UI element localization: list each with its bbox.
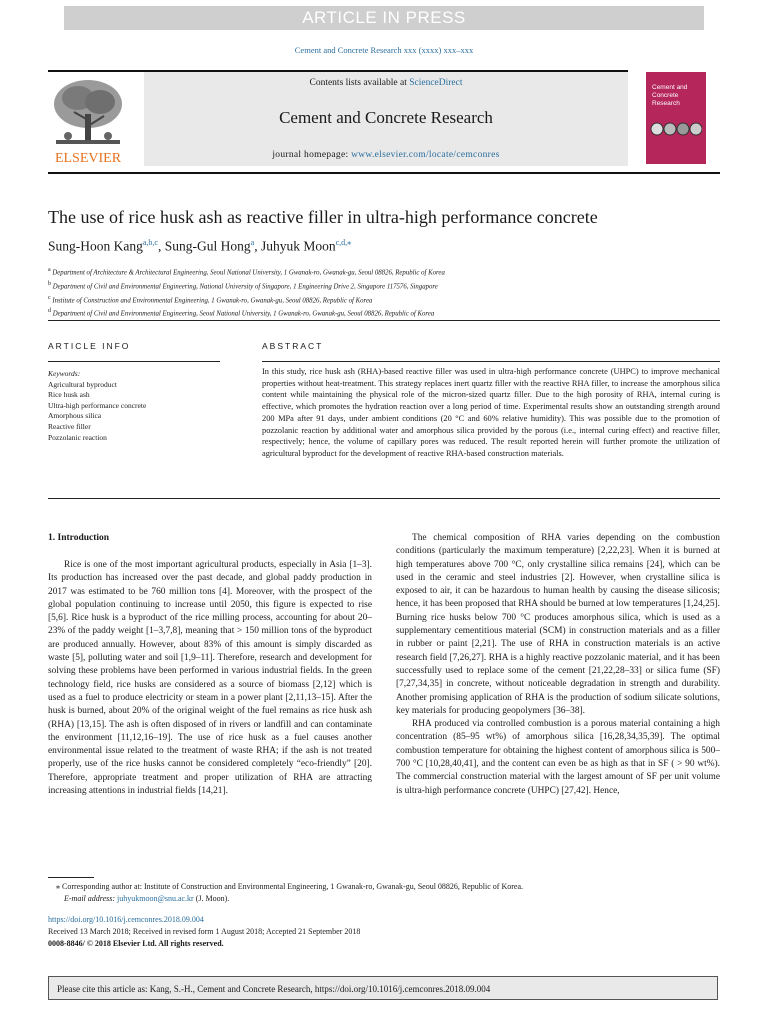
- journal-reference[interactable]: Cement and Concrete Research xxx (xxxx) xxx–xxx: [294, 45, 474, 55]
- header-divider: [48, 320, 720, 321]
- doi-line: [48, 914, 720, 925]
- copyright-line: 0008-8846/ © 2018 Elsevier Ltd. All rights reserved.: [48, 939, 224, 948]
- journal-title: Cement and Concrete Research: [279, 108, 493, 127]
- elsevier-wordmark: ELSEVIER: [54, 151, 122, 164]
- body-paragraph: The chemical composition of RHA varies depending on the combustion conditions (particularly the maximum temperature) [2,22,23]. When it is burned at high temperatures above 700 °C, only crystalline silica remains [24], which can be used in the ceramic and steel industries [2]. However, when crystalline silica is exposed to air, it can be hazardous to human health by causing the disease silicosis; hence, it has been proposed that RHA should be burned at low temperatures [1,24,25]. Burning rice husks below 700 °C produces amorphous silica, which is used as a supplementary cementitious material (SCM) in construction materials and as a filler in rubber or paint [2,21]. The use of RHA in construction materials is an active research field [7,26,27]. RHA is a highly reactive pozzolanic material, and it has been successfully used to replace some of the cement [21,22,28–33] or silica fume (SF) [7,27,34,35] in concrete, without noticeable degradation in strength and durability. Another promising application of RHA is the production of sodium silicate solutions, key materials for producing geopolymers [36–38].: [396, 533, 720, 716]
- affiliation-mark: b: [48, 280, 51, 287]
- body-paragraph: Rice is one of the most important agricultural products, especially in Asia [1–3]. Its production has increased over the past decade, and global paddy production in 2017 was estimated to be 760 million tons [4]. Moreover, with the prospect of the global population continuing to increase until 2050, this figure is expected to rise [5,6]. Rice husk is a byproduct of the rice milling process, accounting for about 20–23% of the paddy weight [1–3,7,8], meaning that > 150 million tons of the byproduct are produced annually. However, about 83% of this amount is simply discarded as waste [5], polluting water and soil [1,9–11]. Therefore, research and development for solving these problems have been performed in various industrial fields. In the green technology field, rice husks are considered as a source of biomass [2,12] which is used as a fuel to produce electricity or steam in a power plant [2,11,13–15]. After the husk is burned, about 20% of the original weight of the fuel remains as rice husk ash (RHA) [13,15]. The ash is often disposed of in rivers or landfill and can contaminate the environment [11,12,16–19]. The use of rice husk as a fuel causes another environmental issue related to the treatment of waste RHA; if the ash is not treated properly, use of the rice husks cannot be considered completely “eco-friendly” [20]. Therefore, appropriate treatment and proper utilization of RHA are attracting increasing attentions in industrial fields [14,21].: [48, 560, 372, 797]
- author-name[interactable]: Juhyuk Moon: [260, 238, 336, 254]
- affiliation-item: [48, 279, 728, 293]
- affiliation-mark: d: [48, 308, 51, 315]
- abstract-rule: [262, 361, 720, 362]
- journal-homepage: [144, 150, 628, 160]
- keyword-item: Pozzolanic reaction: [48, 432, 107, 442]
- article-info-heading: ARTICLE INFO: [48, 341, 131, 351]
- masthead-bottom-rule: [48, 172, 720, 174]
- cover-title: Cement and Concrete Research: [652, 84, 688, 107]
- keyword-item: Ultra-high performance concrete: [48, 400, 147, 410]
- doi-link[interactable]: https://doi.org/10.1016/j.cemconres.2018.09.004: [48, 915, 204, 924]
- abstract-text: In this study, rice husk ash (RHA)-based reactive filler was used in ultra-high performance concrete (UHPC) to improve mechanical properties without heat-treatment. This strategy replaces inert quartz filler with the reactive RHA filler, to increase the amorphous silica content while maintaining the physical role of the micron-sized quartz filler. Due to the high porosity of RHA, internal curing is effective, which promotes the hydration reaction over a long period of time. Experimental results show an outstanding strength around 200 MPa after 91 days, under ambient conditions (20 °C and 60% relative humidity). This was possible due to the promotion of pozzolanic reaction by additional water and amorphous silica provided by the porous (i.e., internal curing effect) and reactive filler, respectively; hence, the volume of capillary pores was reduced. The result reported herein will further promote the utilization of agricultural byproduct for the development of reactive RHA-based construction materials.: [262, 367, 720, 458]
- contents-prefix: Contents lists available at: [309, 78, 410, 88]
- homepage-prefix: journal homepage:: [272, 150, 352, 160]
- body-column-right: [396, 532, 720, 798]
- journal-homepage-link[interactable]: www.elsevier.com/locate/cemconres: [351, 150, 500, 160]
- abstract-heading: ABSTRACT: [262, 341, 324, 351]
- affiliation-text: Department of Civil and Environmental Engineering, National University of Singapore, 1 Engineering Drive 2, Singapore 117576, Singapore: [52, 283, 438, 291]
- affiliation-text: Department of Architecture & Architectural Engineering, Seoul National University, 1 Gwanak-ro, Gwanak-gu, Seoul 08826, Republic of Korea: [52, 269, 445, 277]
- affiliation-list: [48, 265, 728, 320]
- article-info-rule: [48, 361, 220, 362]
- author-affiliation-marks[interactable]: a,b,c: [142, 238, 158, 247]
- contents-line: [144, 78, 628, 88]
- article-title: The use of rice husk ash as reactive filler in ultra-high performance concrete: [48, 207, 598, 227]
- received-dates: Received 13 March 2018; Received in revised form 1 August 2018; Accepted 21 September 2018: [48, 927, 361, 936]
- elsevier-tree-icon: [48, 76, 128, 164]
- keywords-label: Keywords:: [48, 369, 81, 378]
- affiliation-text: Institute of Construction and Environmental Engineering, 1 Gwanak-ro, Gwanak-gu, Seoul 08826, Republic of Korea: [52, 296, 373, 304]
- cover-circles-icon: [650, 122, 702, 136]
- author-email-link[interactable]: juhyukmoon@snu.ac.kr: [117, 894, 194, 903]
- article-in-press-banner: ARTICLE IN PRESS: [64, 6, 704, 30]
- affiliation-mark: a: [48, 267, 51, 273]
- affiliation-mark: c: [48, 294, 51, 301]
- affiliation-item: [48, 293, 728, 307]
- keywords-list: [48, 369, 220, 443]
- author-name[interactable]: Sung-Gul Hong: [164, 238, 251, 254]
- email-suffix: (J. Moon).: [193, 894, 230, 903]
- author-name[interactable]: Sung-Hoon Kang: [48, 238, 143, 254]
- email-note: [48, 893, 736, 904]
- body-column-left: [48, 559, 372, 798]
- affiliation-item: [48, 265, 728, 279]
- introduction-heading: 1. Introduction: [48, 533, 110, 543]
- footnote-rule: [48, 877, 94, 878]
- body-paragraph: RHA produced via controlled combustion is a porous material containing a high concentration (85–95 wt%) of amorphous silica [16,28,34,35,39]. The optimal combustion temperature for obtaining the highest content of amorphous silica is 500–700 °C [10,28,40,41], and the content can even be as high as that in SF ( > 90 wt%). The commercial construction material with the largest amount of SF per unit volume is ultra-high performance concrete (UHPC) [27,42]. Hence,: [396, 719, 720, 796]
- abstract-bottom-divider: [48, 498, 720, 499]
- corresponding-author-note: ⁎ Corresponding author at: Institute of Construction and Environmental Engineering, 1 Gwanak-ro, Gwanak-gu, Seoul 08826, Republic of Korea.: [56, 882, 524, 891]
- keyword-item: Amorphous silica: [48, 411, 102, 421]
- keyword-item: Reactive filler: [48, 421, 91, 431]
- email-label: E-mail address:: [64, 894, 118, 903]
- author-list: Sung-Hoon Kang$^{a,b,c}$, Sung-Gul Hong$^a$, Juhyuk Moon$^{c,d,⁎}$: [48, 238, 352, 254]
- citation-box: Please cite this article as: Kang, S.-H., Cement and Concrete Research, https://doi.org/10.1016/j.cemconres.2018.09.004: [48, 976, 718, 1000]
- affiliation-text: Department of Civil and Environmental Engineering, Seoul National University, 1 Gwanak-ro, Gwanak-gu, Seoul 08826, Republic of Korea: [52, 310, 435, 318]
- sciencedirect-link[interactable]: ScienceDirect: [409, 78, 463, 88]
- author-affiliation-marks[interactable]: a: [250, 238, 255, 247]
- journal-cover-thumbnail[interactable]: [646, 72, 706, 164]
- elsevier-logo[interactable]: [48, 76, 128, 164]
- author-affiliation-marks[interactable]: c,d,⁎: [335, 238, 352, 247]
- keyword-item: Rice husk ash: [48, 390, 90, 400]
- affiliation-item: [48, 306, 728, 320]
- keyword-item: Agricultural byproduct: [48, 379, 117, 389]
